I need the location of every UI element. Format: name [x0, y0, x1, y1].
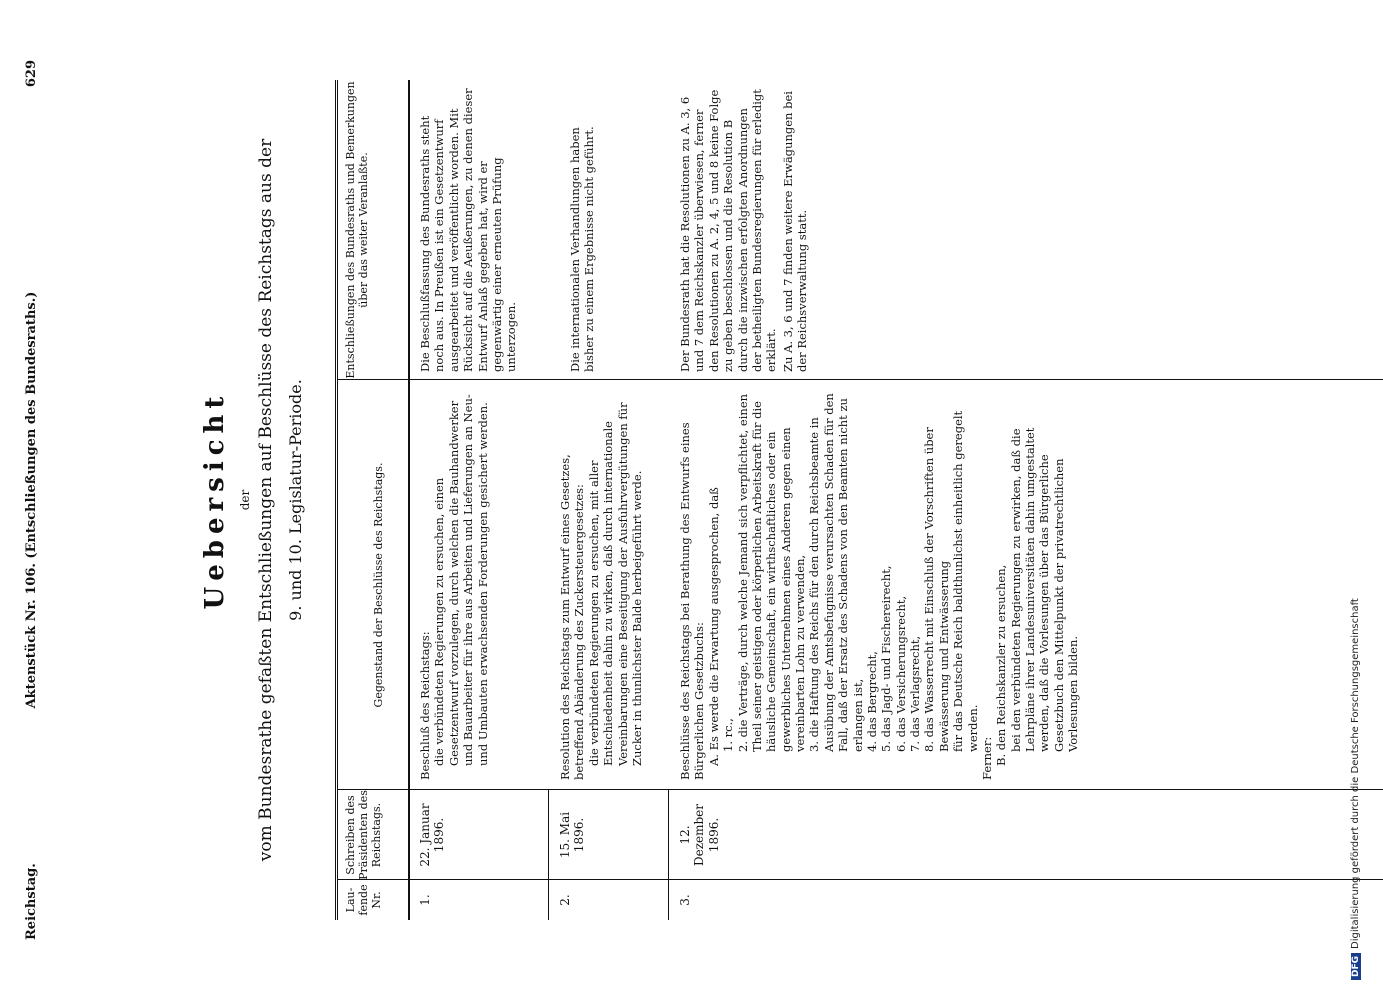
row-2-resolution [568, 88, 599, 372]
row-3-number: 3. [678, 894, 692, 906]
row-3-date: 12. Dezember 1896. [678, 803, 721, 867]
row-2-resolution-text: Die internationalen Verhandlungen haben bisher zu einem Ergebnisse nicht geführt. [568, 126, 597, 372]
row-3-subject-closing: für das Deutsche Reich baldthunlichst einheitlich geregelt werden. [951, 410, 980, 752]
row-3-subject-b-text: bei den verbündeten Regierungen zu erwirken, daß die Lehrpläne ihrer Landesuniversitäten dahin umgestaltet werden, daß die Vorlesungen über das Bürgerliche Gesetzbuch den Mittelpunkt der privatrechtlichen Vorlesungen bilden. [1008, 427, 1081, 752]
row-2-number: 2. [558, 894, 572, 906]
column-header-resolution: Entschließungen des Bundesraths und Bemerkungen über das weiter Veranlaßte. [344, 81, 371, 379]
row-3-resolution-text: Der Bundesrath hat die Resolutionen zu A. 3, 6 und 7 dem Reichskanzler überwiesen, ferner den Resolutionen zu A. 2, 4, 5 und 8 keine Folge zu geben beschlossen und die Resolution B durch die inzwischen erfolgten Anordnungen der betheiligten Bundesregierungen für erledigt erklärt. [678, 89, 779, 372]
row-1-date: 22. Januar 1896. [418, 803, 447, 867]
overview-table [335, 80, 1383, 920]
row-3-subject-b: B. den Reichskanzler zu ersuchen, [994, 564, 1009, 766]
column-divider [338, 789, 1383, 790]
dfg-logo: DFG [1351, 953, 1361, 980]
column-header-subject: Gegenstand der Beschlüsse des Reichstags. [372, 462, 385, 708]
row-3-subject-item: 5. das Jagd- und Fischereirecht, [879, 565, 894, 752]
row-1-subject-heading: Beschluß des Reichstags: [418, 631, 432, 780]
column-header-date: Schreiben des Präsidenten des Reichstags. [344, 790, 384, 880]
row-1-subject [418, 390, 490, 780]
row-3-subject-item: 2. die Verträge, durch welche Jemand sich verpflichtet, einen Theil seiner geistigen oder körperlichen Arbeitskraft für die häusliche Gemeinschaft, ein wirthschaftliches oder ein gewerbliches Unternehmen eines Anderen gegen einen vereinbarten Lohn zu verwenden, [735, 393, 807, 752]
row-rule [668, 790, 669, 920]
row-3-subject-ferner: Ferner: [979, 736, 994, 780]
row-3-subject-item: 8. das Wasserrecht mit Einschluß der Vorschriften über Bewässerung und Entwässerung [922, 427, 951, 752]
row-2-subject-heading: Resolution des Reichstags zum Entwurf eines Gesetzes, betreffend Abänderung des Zuckersteuergesetzes: [558, 454, 587, 780]
header-middle: Aktenstück Nr. 106. (Entschließungen des Bundesraths.) [24, 291, 39, 709]
row-1-number: 1. [418, 894, 432, 906]
row-rule [548, 790, 549, 920]
row-3-subject-heading: Beschlüsse des Reichstags bei Berathung des Entwurfs eines Bürgerlichen Gesetzbuchs: [678, 422, 707, 780]
row-3-subject [678, 390, 1081, 780]
row-2-subject [558, 390, 644, 780]
row-3-resolution [678, 88, 811, 372]
page-number: 629 [24, 60, 39, 88]
row-3-subject-item: 7. das Verlagsrecht, [908, 635, 922, 752]
header-left: Reichstag. [24, 863, 39, 940]
document-title: Uebersicht [200, 390, 230, 610]
running-header [24, 60, 54, 940]
column-divider [338, 379, 1383, 380]
row-1-resolution [418, 88, 521, 372]
subtitle-line-2: 9. und 10. Legislatur-Periode. [286, 379, 305, 621]
column-divider [338, 879, 1383, 880]
digitization-note [1350, 598, 1361, 980]
digitization-note-text: Digitalisierung gefördert durch die Deutsche Forschungsgemeinschaft [1350, 598, 1361, 949]
row-2-subject-text: die verbündeten Regierungen zu ersuchen, mit aller Entschiedenheit dahin zu wirken, daß durch internationale Vereinbarungen eine Beseitigung der Ausfuhrvergütungen für Zucker in thunlichster Balde herbeigeführt werde. [586, 402, 644, 766]
row-1-subject-text: die verbündeten Regierungen zu ersuchen, einen Gesetzentwurf vorzulegen, durch welchen die Bauhandwerker und Bauarbeiter für ihre aus Arbeiten und Lieferungen an Neu- und Umbauten erwachsenden Forderungen gesichert werden. [432, 394, 490, 766]
row-3-subject-item: 1. rc., [721, 718, 736, 752]
row-1-resolution-text: Die Beschlußfassung des Bundesraths steht noch aus. In Preußen ist ein Gesetzentwurf ausgearbeitet und veröffentlicht worden. Mit Rücksicht auf die Aeußerungen, zu denen dieser Entwurf Anlaß gegeben hat, wird er gegenwärtig einer erneuten Prüfung unterzogen. [418, 88, 519, 372]
column-header-nr: Lau-fende Nr. [344, 884, 384, 916]
title-der: der [238, 489, 252, 511]
row-3-subject-a: A. Es werde die Erwartung ausgesprochen, daß [706, 487, 721, 766]
row-3-subject-item: 6. das Versicherungsrecht, [893, 595, 908, 752]
subtitle-line-1: vom Bundesrathe gefaßten Entschließungen auf Beschlüsse des Reichstags aus der [256, 138, 276, 862]
header-rule [408, 80, 410, 920]
row-3-resolution-text: Zu A. 3, 6 und 7 finden weitere Erwägungen bei der Reichsverwaltung statt. [780, 91, 809, 372]
row-3-subject-item: 4. das Bergrecht, [864, 651, 879, 752]
row-3-subject-item: 3. die Haftung des Reichs für den durch Reichsbeamte in Ausübung der Amtsbefugnisse verursachten Schaden für den Fall, daß der Ersatz des Schadens von den Beamten nicht zu erlangen ist, [807, 393, 865, 752]
row-2-date: 15. Mai 1896. [558, 811, 587, 859]
